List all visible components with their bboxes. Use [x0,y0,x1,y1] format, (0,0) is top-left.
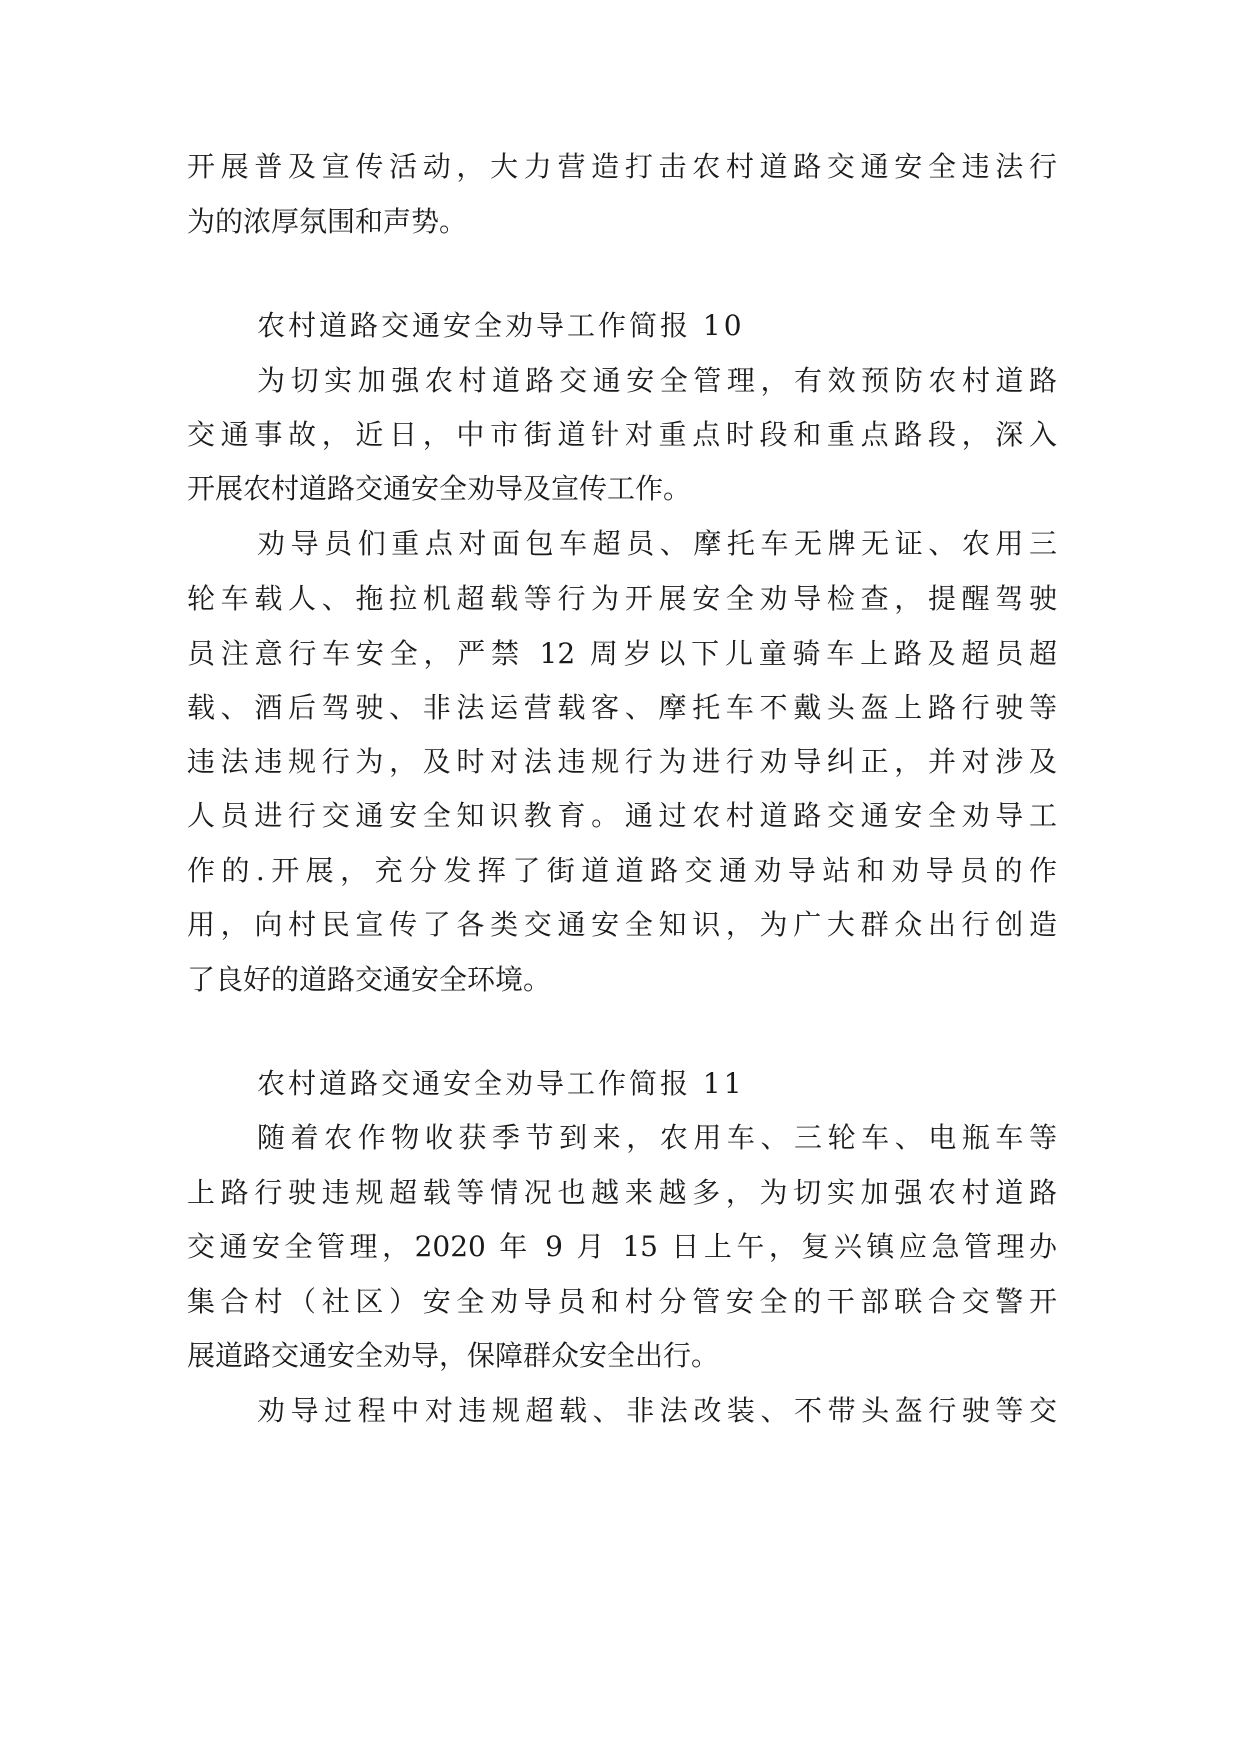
continuation-line-2: 为的浓厚氛围和声势。 [187,205,468,238]
section-10-p1-line-1: 为切实加强农村道路交通安全管理，有效预防农村道路 [257,364,1057,397]
section-10-p1-line-3: 开展农村道路交通安全劝导及宣传工作。 [187,472,692,505]
section-10-heading: 农村道路交通安全劝导工作简报 10 [257,309,745,342]
section-11-heading: 农村道路交通安全劝导工作简报 11 [257,1067,745,1100]
section-10-p2-line-5: 违法违规行为，及时对法违规行为进行劝导纠正，并对涉及 [187,745,1057,778]
section-10-p2-line-3: 员注意行车安全，严禁 12 周岁以下儿童骑车上路及超员超 [187,637,1057,670]
section-10-p2-line-4: 载、酒后驾驶、非法运营载客、摩托车不戴头盔上路行驶等 [187,691,1057,724]
section-11-p1-line-5: 展道路交通安全劝导，保障群众安全出行。 [187,1339,720,1372]
section-10-p2-line-1: 劝导员们重点对面包车超员、摩托车无牌无证、农用三 [257,527,1057,560]
section-11-p1-line-4: 集合村（社区）安全劝导员和村分管安全的干部联合交警开 [187,1285,1057,1318]
section-10-p2-line-9: 了良好的道路交通安全环境。 [187,963,552,996]
section-10-p2-line-8: 用，向村民宣传了各类交通安全知识，为广大群众出行创造 [187,908,1057,941]
section-11-p1-line-2: 上路行驶违规超载等情况也越来越多，为切实加强农村道路 [187,1176,1057,1209]
section-11-p1-line-3: 交通安全管理，2020 年 9 月 15 日上午，复兴镇应急管理办 [187,1230,1057,1263]
section-10-p2-line-7: 作的.开展，充分发挥了街道道路交通劝导站和劝导员的作 [187,854,1057,887]
section-11-p1-line-1: 随着农作物收获季节到来，农用车、三轮车、电瓶车等 [257,1121,1057,1154]
section-10-p2-line-6: 人员进行交通安全知识教育。通过农村道路交通安全劝导工 [187,799,1057,832]
section-10-p2-line-2: 轮车载人、拖拉机超载等行为开展安全劝导检查，提醒驾驶 [187,582,1057,615]
section-11-p2-line-1: 劝导过程中对违规超载、非法改装、不带头盔行驶等交 [257,1394,1057,1427]
continuation-line-1: 开展普及宣传活动，大力营造打击农村道路交通安全违法行 [187,150,1057,183]
section-10-p1-line-2: 交通事故，近日，中市街道针对重点时段和重点路段，深入 [187,418,1057,451]
